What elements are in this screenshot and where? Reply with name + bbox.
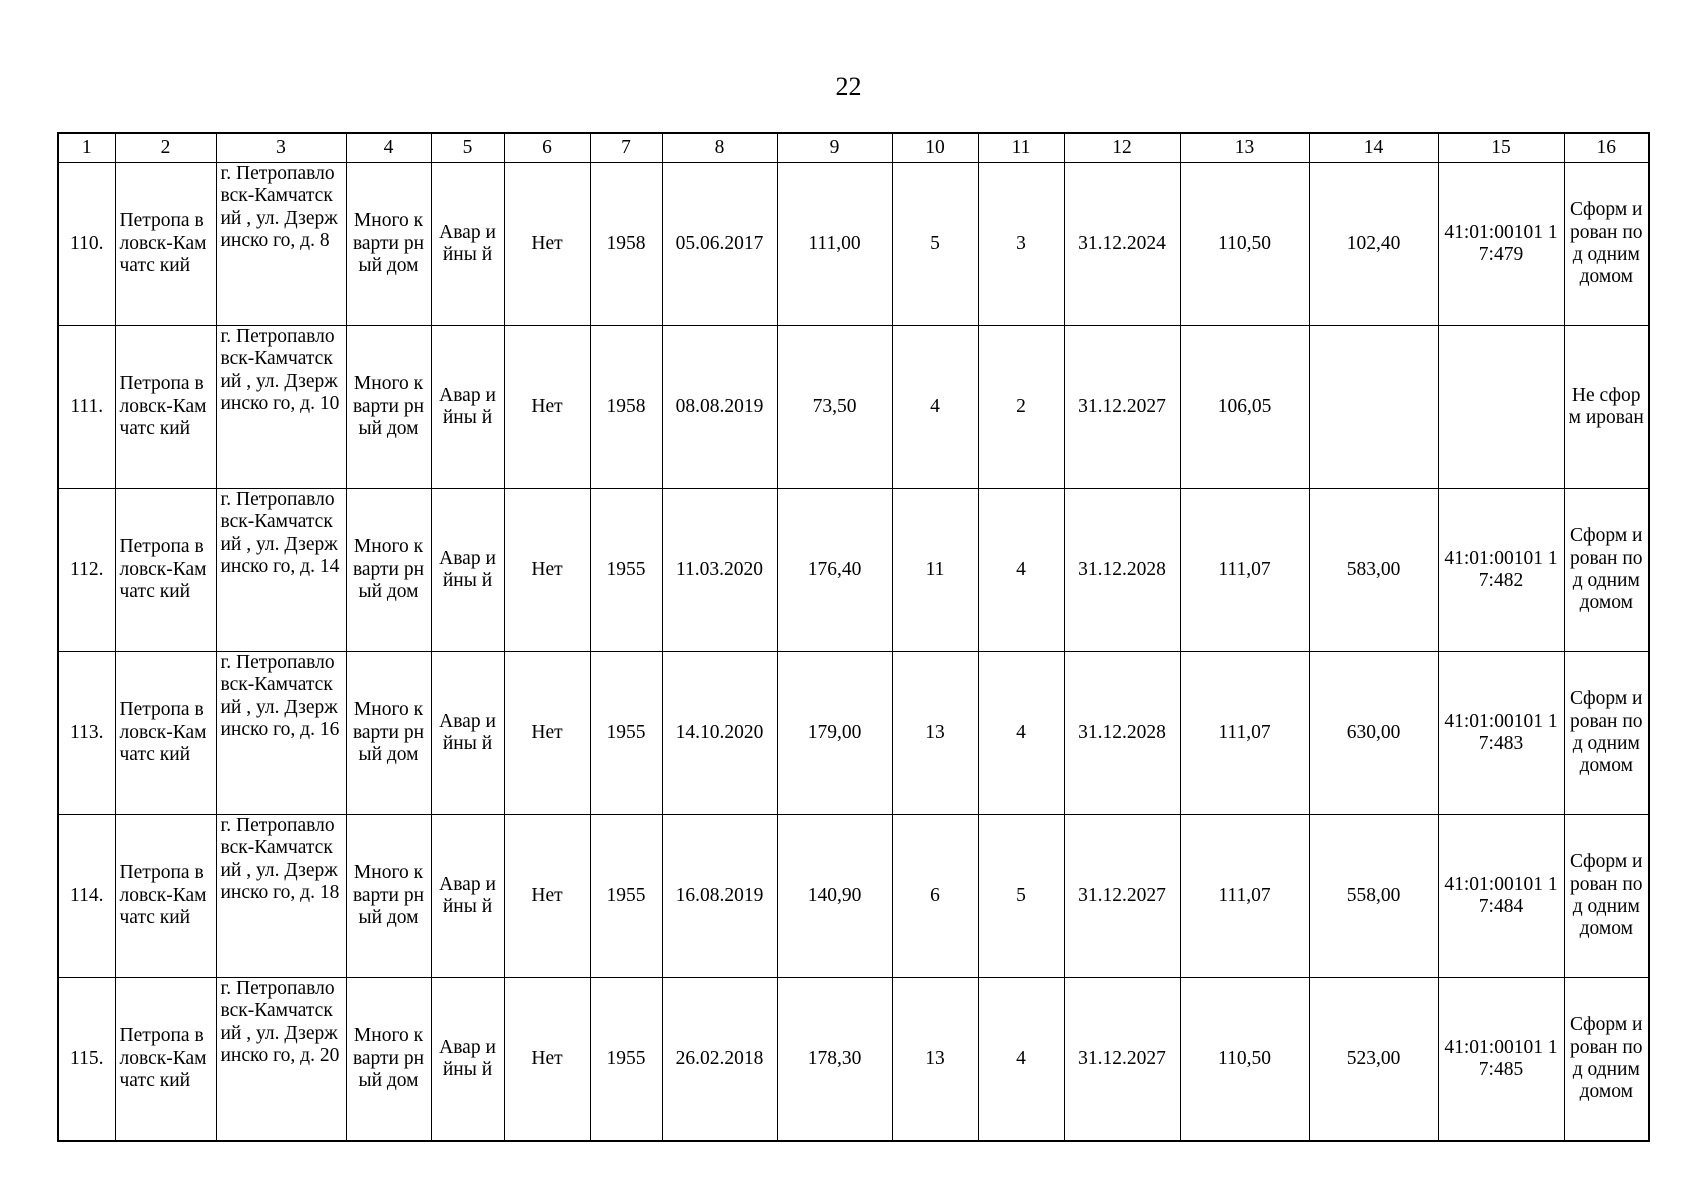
cell-area: 73,50 <box>777 326 892 489</box>
housing-registry-table <box>57 132 1650 1142</box>
column-header-5: 5 <box>431 133 504 163</box>
cell-land-status: Не сформ ирован <box>1564 326 1649 489</box>
cell-cost-per-sqm: 111,07 <box>1180 652 1309 815</box>
cell-condition: Авар ийны й <box>431 489 504 652</box>
table-row <box>58 326 1649 489</box>
cell-resettlement-date: 31.12.2027 <box>1064 978 1180 1142</box>
cell-area: 140,90 <box>777 815 892 978</box>
column-header-1: 1 <box>58 133 115 163</box>
cell-land-status: Сформ ирован под одним домом <box>1564 652 1649 815</box>
cell-building-type: Много кварти рный дом <box>346 489 431 652</box>
cell-building-type: Много кварти рный дом <box>346 978 431 1142</box>
cell-unsafe-flag: Нет <box>504 489 590 652</box>
cell-unsafe-flag: Нет <box>504 326 590 489</box>
cell-land-area: 630,00 <box>1309 652 1438 815</box>
cell-area: 111,00 <box>777 163 892 326</box>
cell-cadastral-number: 41:01:00101 17:482 <box>1438 489 1564 652</box>
column-header-2: 2 <box>115 133 216 163</box>
cell-unsafe-flag: Нет <box>504 652 590 815</box>
column-header-14: 14 <box>1309 133 1438 163</box>
cell-cost-per-sqm: 106,05 <box>1180 326 1309 489</box>
cell-residents: 6 <box>892 815 978 978</box>
column-header-16: 16 <box>1564 133 1649 163</box>
cell-land-area: 523,00 <box>1309 978 1438 1142</box>
cell-settlement: Петропа вловск-Камчатс кий <box>115 489 216 652</box>
cell-year-built: 1955 <box>590 489 662 652</box>
cell-land-status: Сформ ирован под одним домом <box>1564 815 1649 978</box>
cell-year-built: 1955 <box>590 978 662 1142</box>
table-row <box>58 978 1649 1142</box>
cell-row-number: 110. <box>58 163 115 326</box>
cell-address: г. Петропавло вск-Камчатский , ул. Дзержинско го, д. 14 <box>216 489 346 652</box>
column-header-8: 8 <box>662 133 777 163</box>
cell-unsafe-flag: Нет <box>504 815 590 978</box>
cell-resettlement-date: 31.12.2028 <box>1064 652 1180 815</box>
cell-residents: 13 <box>892 978 978 1142</box>
cell-resettlement-date: 31.12.2028 <box>1064 489 1180 652</box>
cell-address: г. Петропавло вск-Камчатский , ул. Дзержинско го, д. 10 <box>216 326 346 489</box>
column-header-4: 4 <box>346 133 431 163</box>
cell-area: 179,00 <box>777 652 892 815</box>
cell-residents: 13 <box>892 652 978 815</box>
cell-land-area: 558,00 <box>1309 815 1438 978</box>
column-header-6: 6 <box>504 133 590 163</box>
column-header-11: 11 <box>978 133 1064 163</box>
cell-year-built: 1958 <box>590 326 662 489</box>
cell-recognition-date: 14.10.2020 <box>662 652 777 815</box>
cell-address: г. Петропавло вск-Камчатский , ул. Дзержинско го, д. 8 <box>216 163 346 326</box>
column-header-12: 12 <box>1064 133 1180 163</box>
cell-building-type: Много кварти рный дом <box>346 815 431 978</box>
cell-address: г. Петропавло вск-Камчатский , ул. Дзержинско го, д. 16 <box>216 652 346 815</box>
cell-recognition-date: 08.08.2019 <box>662 326 777 489</box>
cell-apartments: 2 <box>978 326 1064 489</box>
cell-unsafe-flag: Нет <box>504 163 590 326</box>
table-row <box>58 652 1649 815</box>
cell-land-area: 583,00 <box>1309 489 1438 652</box>
cell-row-number: 114. <box>58 815 115 978</box>
column-header-10: 10 <box>892 133 978 163</box>
cell-condition: Авар ийны й <box>431 163 504 326</box>
cell-land-area <box>1309 326 1438 489</box>
cell-apartments: 4 <box>978 652 1064 815</box>
cell-land-status: Сформ ирован под одним домом <box>1564 978 1649 1142</box>
cell-recognition-date: 26.02.2018 <box>662 978 777 1142</box>
cell-unsafe-flag: Нет <box>504 978 590 1142</box>
cell-resettlement-date: 31.12.2024 <box>1064 163 1180 326</box>
header-row <box>58 133 1649 163</box>
cell-cost-per-sqm: 110,50 <box>1180 163 1309 326</box>
cell-building-type: Много кварти рный дом <box>346 163 431 326</box>
cell-apartments: 3 <box>978 163 1064 326</box>
cell-condition: Авар ийны й <box>431 326 504 489</box>
column-header-13: 13 <box>1180 133 1309 163</box>
cell-settlement: Петропа вловск-Камчатс кий <box>115 652 216 815</box>
cell-recognition-date: 16.08.2019 <box>662 815 777 978</box>
cell-cost-per-sqm: 111,07 <box>1180 489 1309 652</box>
table-row <box>58 163 1649 326</box>
cell-resettlement-date: 31.12.2027 <box>1064 815 1180 978</box>
cell-settlement: Петропа вловск-Камчатс кий <box>115 815 216 978</box>
cell-settlement: Петропа вловск-Камчатс кий <box>115 978 216 1142</box>
cell-building-type: Много кварти рный дом <box>346 326 431 489</box>
cell-row-number: 115. <box>58 978 115 1142</box>
cell-land-status: Сформ ирован под одним домом <box>1564 163 1649 326</box>
cell-cadastral-number: 41:01:00101 17:484 <box>1438 815 1564 978</box>
cell-residents: 4 <box>892 326 978 489</box>
table-row <box>58 489 1649 652</box>
table-row <box>58 815 1649 978</box>
cell-condition: Авар ийны й <box>431 815 504 978</box>
cell-recognition-date: 11.03.2020 <box>662 489 777 652</box>
cell-recognition-date: 05.06.2017 <box>662 163 777 326</box>
cell-area: 176,40 <box>777 489 892 652</box>
cell-row-number: 113. <box>58 652 115 815</box>
cell-area: 178,30 <box>777 978 892 1142</box>
cell-residents: 11 <box>892 489 978 652</box>
cell-apartments: 4 <box>978 489 1064 652</box>
cell-apartments: 4 <box>978 978 1064 1142</box>
cell-building-type: Много кварти рный дом <box>346 652 431 815</box>
cell-row-number: 111. <box>58 326 115 489</box>
cell-cadastral-number: 41:01:00101 17:483 <box>1438 652 1564 815</box>
column-header-7: 7 <box>590 133 662 163</box>
cell-year-built: 1958 <box>590 163 662 326</box>
column-header-9: 9 <box>777 133 892 163</box>
page-number: 22 <box>835 72 862 101</box>
cell-condition: Авар ийны й <box>431 652 504 815</box>
cell-year-built: 1955 <box>590 652 662 815</box>
cell-cadastral-number: 41:01:00101 17:479 <box>1438 163 1564 326</box>
cell-cadastral-number <box>1438 326 1564 489</box>
cell-address: г. Петропавло вск-Камчатский , ул. Дзержинско го, д. 18 <box>216 815 346 978</box>
cell-settlement: Петропа вловск-Камчатс кий <box>115 326 216 489</box>
column-header-15: 15 <box>1438 133 1564 163</box>
cell-land-status: Сформ ирован под одним домом <box>1564 489 1649 652</box>
cell-resettlement-date: 31.12.2027 <box>1064 326 1180 489</box>
column-header-3: 3 <box>216 133 346 163</box>
cell-year-built: 1955 <box>590 815 662 978</box>
cell-cost-per-sqm: 111,07 <box>1180 815 1309 978</box>
cell-settlement: Петропа вловск-Камчатс кий <box>115 163 216 326</box>
cell-cost-per-sqm: 110,50 <box>1180 978 1309 1142</box>
cell-cadastral-number: 41:01:00101 17:485 <box>1438 978 1564 1142</box>
cell-condition: Авар ийны й <box>431 978 504 1142</box>
cell-residents: 5 <box>892 163 978 326</box>
cell-row-number: 112. <box>58 489 115 652</box>
cell-address: г. Петропавло вск-Камчатский , ул. Дзержинско го, д. 20 <box>216 978 346 1142</box>
cell-land-area: 102,40 <box>1309 163 1438 326</box>
cell-apartments: 5 <box>978 815 1064 978</box>
table-body <box>58 163 1649 1142</box>
